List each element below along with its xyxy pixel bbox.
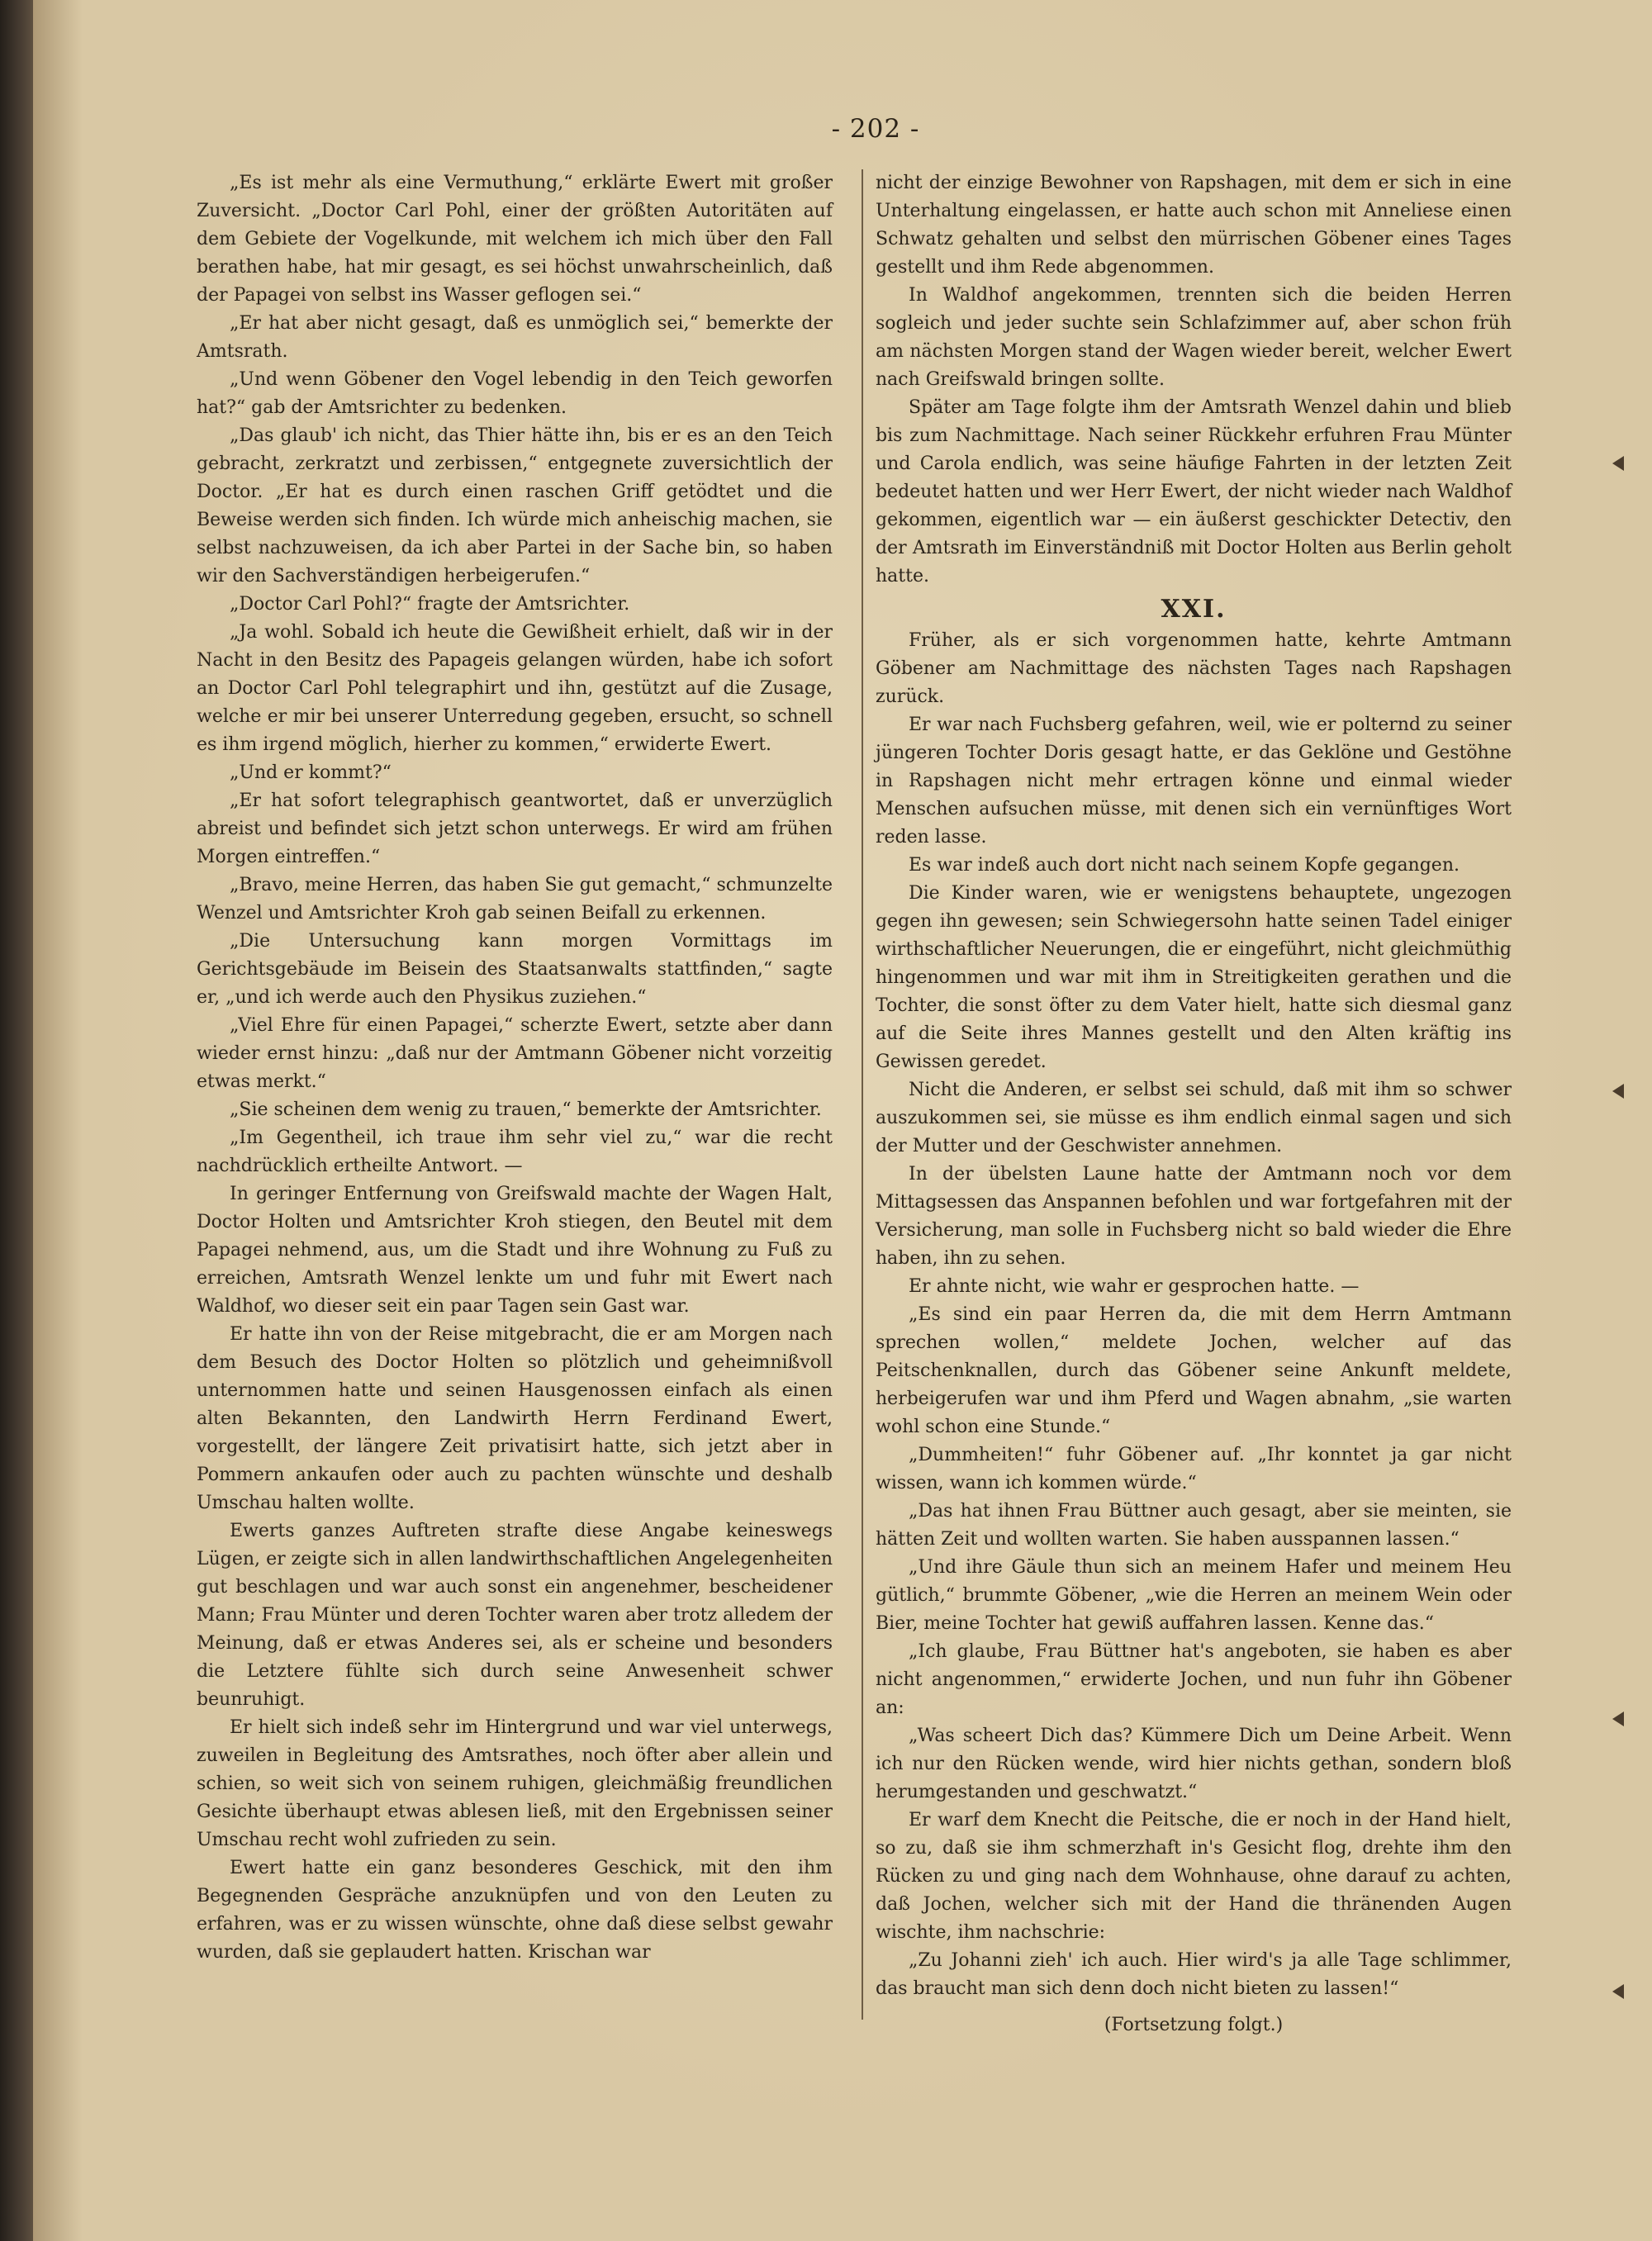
paragraph: „Und wenn Göbener den Vogel lebendig in den Teich geworfen hat?“ gab der Amtsrichter zu bedenken. <box>197 369 833 418</box>
paragraph: „Er hat sofort telegraphisch geantwortet, daß er unverzüglich abreist und befindet sich jetzt schon unterwegs. Er wird am frühen Morgen eintreffen.“ <box>197 791 833 867</box>
margin-mark-icon <box>1612 1712 1624 1726</box>
right-column <box>876 169 1512 2039</box>
paragraph: Die Kinder waren, wie er wenigstens behauptete, ungezogen gegen ihn gewesen; sein Schwiegersohn hatte seinen Tadel einiger wirthschaftlicher Neuerungen, die er eingeführt, nicht gleichmüthig hingenommen und war mit ihm in Streitigkeiten gerathen und die Tochter, die sonst öfter zu dem Vater hielt, hatte sich diesmal ganz auf die Seite ihres Mannes gestellt und den Alten kräftig ins Gewissen geredet. <box>876 883 1512 1072</box>
paragraph: Er warf dem Knecht die Peitsche, die er noch in der Hand hielt, so zu, daß sie ihm schmerzhaft in's Gesicht flog, drehte ihm den Rücken zu und ging nach dem Wohnhause, ohne darauf zu achten, daß Jochen, welcher sich mit der Hand die thränenden Augen wischte, ihm nachschrie: <box>876 1810 1512 1943</box>
paragraph: In der übelsten Laune hatte der Amtmann noch vor dem Mittagsessen das Anspannen befohlen und war fortgefahren mit der Versicherung, man solle in Fuchsberg nicht so bald wieder die Ehre haben, ihn zu sehen. <box>876 1164 1512 1269</box>
paragraph: „Bravo, meine Herren, das haben Sie gut gemacht,“ schmunzelte Wenzel und Amtsrichter Kroh gab seinen Beifall zu erkennen. <box>197 875 833 923</box>
paragraph: Er hielt sich indeß sehr im Hintergrund und war viel unterwegs, zuweilen in Begleitung des Amtsrathes, noch öfter aber allein und schien, so weit sich von seinem ruhigen, gleichmäßig freundlichen Gesichte überhaupt etwas ablesen ließ, mit den Ergebnissen seiner Umschau recht wohl zufrieden zu sein. <box>197 1717 833 1850</box>
continuation-note: (Fortsetzung folgt.) <box>1104 2015 1284 2035</box>
paragraph: „Sie scheinen dem wenig zu trauen,“ bemerkte der Amtsrichter. <box>230 1099 822 1120</box>
paragraph: „Es ist mehr als eine Vermuthung,“ erklärte Ewert mit großer Zuversicht. „Doctor Carl Pohl, einer der größten Autoritäten auf dem Gebiete der Vogelkunde, mit welchem ich mich über den Fall berathen habe, hat mir gesagt, es sei höchst unwahrscheinlich, daß der Papagei von selbst ins Wasser geflogen sei.“ <box>197 173 833 306</box>
chapter-heading: XXI. <box>1161 595 1227 624</box>
paragraph: Er war nach Fuchsberg gefahren, weil, wie er polternd zu seiner jüngeren Tochter Doris gesagt hatte, er das Geklöne und Gestöhne in Rapshagen nicht mehr ertragen könne und einmal wieder Menschen aufsuchen müsse, mit denen sich ein vernünftiges Wort reden lasse. <box>876 715 1512 847</box>
paragraph: „Das glaub' ich nicht, das Thier hätte ihn, bis er es an den Teich gebracht, zerkratzt und zerbissen,“ entgegnete zuversichtlich der Doctor. „Er hat es durch einen raschen Griff getödtet und die Beweise werden sich finden. Ich würde mich anheischig machen, sie selbst nachzuweisen, da ich aber Partei in der Sache bin, so haben wir den Sachverständigen herbeigerufen.“ <box>197 425 833 586</box>
paragraph: „Die Untersuchung kann morgen Vormittags im Gerichtsgebäude im Beisein des Staatsanwalts stattfinden,“ sagte er, „und ich werde auch den Physikus zuziehen.“ <box>197 931 833 1008</box>
paragraph: Es war indeß auch dort nicht nach seinem Kopfe gegangen. <box>909 855 1460 876</box>
paragraph: Nicht die Anderen, er selbst sei schuld, daß mit ihm so schwer auszukommen sei, sie müsse es ihm endlich einmal sagen und sich der Mutter und der Geschwister annehmen. <box>876 1080 1512 1156</box>
paragraph: „Ja wohl. Sobald ich heute die Gewißheit erhielt, daß wir in der Nacht in den Besitz des Papageis gelangen würden, habe ich sofort an Doctor Carl Pohl telegraphirt und ihn, gestützt auf die Zusage, welche er mir bei unserer Unterredung gegeben, ersucht, so schnell es ihm irgend möglich, hierher zu kommen,“ erwiderte Ewert. <box>197 622 833 755</box>
margin-mark-icon <box>1612 1984 1624 1999</box>
paragraph: „Was scheert Dich das? Kümmere Dich um Deine Arbeit. Wenn ich nur den Rücken wende, wird hier nichts gethan, sondern bloß herumgestanden und geschwatzt.“ <box>876 1726 1512 1802</box>
paragraph: Ewerts ganzes Auftreten strafte diese Angabe keineswegs Lügen, er zeigte sich in allen landwirthschaftlichen Angelegenheiten gut beschlagen und war auch sonst ein angenehmer, bescheidener Mann; Frau Münter und deren Tochter waren aber trotz alledem der Meinung, daß er etwas Anderes sei, als er scheine und besonders die Letztere fühlte sich durch seine Anwesenheit schwer beunruhigt. <box>197 1521 833 1710</box>
paragraph: „Im Gegentheil, ich traue ihm sehr viel zu,“ war die recht nachdrücklich ertheilte Antwort. — <box>197 1128 833 1176</box>
paragraph: „Dummheiten!“ fuhr Göbener auf. „Ihr konntet ja gar nicht wissen, wann ich kommen würde.“ <box>876 1445 1512 1493</box>
margin-mark-icon <box>1612 1084 1624 1099</box>
paragraph: Früher, als er sich vorgenommen hatte, kehrte Amtmann Göbener am Nachmittage des nächsten Tages nach Rapshagen zurück. <box>876 630 1512 707</box>
paragraph: „Doctor Carl Pohl?“ fragte der Amtsrichter. <box>230 594 630 615</box>
paragraph: In geringer Entfernung von Greifswald machte der Wagen Halt, Doctor Holten und Amtsrichter Kroh stiegen, den Beutel mit dem Papagei nehmend, aus, um die Stadt und ihre Wohnung zu Fuß zu erreichen, Amtsrath Wenzel lenkte um und fuhr mit Ewert nach Waldhof, wo dieser seit ein paar Tagen sein Gast war. <box>197 1184 833 1317</box>
page-number: - 202 - <box>831 114 920 144</box>
paragraph: In Waldhof angekommen, trennten sich die beiden Herren sogleich und jeder suchte sein Schlafzimmer auf, aber schon früh am nächsten Morgen stand der Wagen wieder bereit, welcher Ewert nach Greifswald bringen sollte. <box>876 285 1512 390</box>
paragraph: Er ahnte nicht, wie wahr er gesprochen hatte. — <box>909 1276 1360 1297</box>
paragraph: „Es sind ein paar Herren da, die mit dem Herrn Amtmann sprechen wollen,“ meldete Jochen, welcher auf das Peitschenknallen, durch das Göbener seine Ankunft meldete, herbeigerufen war und ihm Pferd und Wagen abnahm, „sie warten wohl schon eine Stunde.“ <box>876 1304 1512 1437</box>
paragraph: „Das hat ihnen Frau Büttner auch gesagt, aber sie meinten, sie hätten Zeit und wollten warten. Sie haben ausspannen lassen.“ <box>876 1501 1512 1550</box>
paragraph: Später am Tage folgte ihm der Amtsrath Wenzel dahin und blieb bis zum Nachmittage. Nach seiner Rückkehr erfuhren Frau Münter und Carola endlich, was seine häufige Fahrten in der letzten Zeit bedeutet hatten und wer Herr Ewert, der nicht wieder nach Waldhof gekommen, eigentlich war — ein äußerst geschickter Detectiv, den der Amtsrath im Einverständniß mit Doctor Holten aus Berlin geholt hatte. <box>876 397 1512 586</box>
paragraph: Ewert hatte ein ganz besonderes Geschick, mit den ihm Begegnenden Gespräche anzuknüpfen und von den Leuten zu erfahren, was er zu wissen wünschte, ohne daß diese selbst gewahr wurden, daß sie geplaudert hatten. Krischan war <box>197 1858 833 1963</box>
left-column <box>197 169 833 1967</box>
paragraph: „Ich glaube, Frau Büttner hat's angeboten, sie haben es aber nicht angenommen,“ erwiderte Jochen, und nun fuhr ihn Göbener an: <box>876 1641 1512 1718</box>
paragraph: „Zu Johanni zieh' ich auch. Hier wird's ja alle Tage schlimmer, das braucht man sich denn doch nicht bieten zu lassen!“ <box>876 1950 1512 1999</box>
paragraph: „Und er kommt?“ <box>230 762 392 783</box>
paragraph: Er hatte ihn von der Reise mitgebracht, die er am Morgen nach dem Besuch des Doctor Holten so plötzlich und geheimnißvoll unternommen hatte und seinen Hausgenossen einfach als einen alten Bekannten, den Landwirth Herrn Ferdinand Ewert, vorgestellt, der längere Zeit privatisirt hatte, sich jetzt aber in Pommern ankaufen oder auch zu pachten wünschte und deshalb Umschau halten wollte. <box>197 1324 833 1513</box>
book-page <box>33 0 1652 2241</box>
paragraph: „Er hat aber nicht gesagt, daß es unmöglich sei,“ bemerkte der Amtsrath. <box>197 313 833 362</box>
paragraph: „Und ihre Gäule thun sich an meinem Hafer und meinem Heu gütlich,“ brummte Göbener, „wie die Herren an meinem Wein oder Bier, meine Tochter hat gewiß auffahren lassen. Kenne das.“ <box>876 1557 1512 1634</box>
margin-mark-icon <box>1612 456 1624 471</box>
paragraph: nicht der einzige Bewohner von Rapshagen, mit dem er sich in eine Unterhaltung eingelassen, er hatte auch schon mit Anneliese einen Schwatz gehalten und selbst den mürrischen Göbener eines Tages gestellt und ihm Rede abgenommen. <box>876 173 1512 278</box>
paragraph: „Viel Ehre für einen Papagei,“ scherzte Ewert, setzte aber dann wieder ernst hinzu: „daß nur der Amtmann Göbener nicht vorzeitig etwas merkt.“ <box>197 1015 833 1092</box>
column-divider <box>862 169 863 2020</box>
